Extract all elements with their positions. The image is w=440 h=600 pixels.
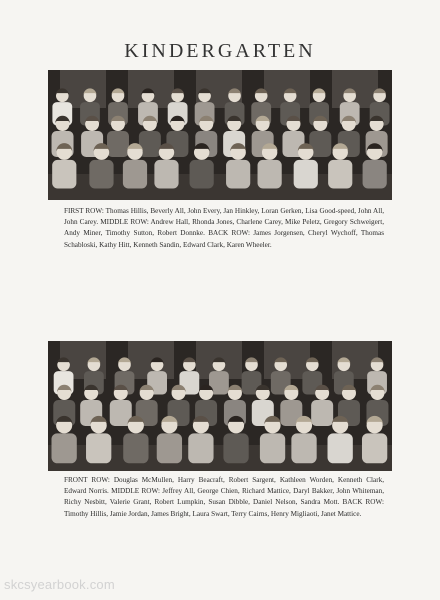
bottom-photo-caption-text: FRONT ROW: Douglas McMullen, Harry Beacraft, Robert Sargent, Kathleen Worden, Kenneth Clark, Edward Norris. MIDDLE ROW: Jeffrey All, George Chien, Richard Mattice, Daryl Bakker, John Whiteman, Richy Nesbitt, Valerie Grant, Robert Lumpkin, Susan Dibble, Daniel Nelson, Sandra Mott. BACK ROW: Timothy Hillis, Jamie Jordan, James Bright, Laura Swart, Terry Cairns, Henry Migliaoti, Janet Mattice.	[64, 476, 384, 518]
page-title: KINDERGARTEN	[124, 40, 316, 62]
top-class-photo	[48, 70, 392, 200]
bottom-class-photo-image	[48, 341, 392, 471]
bottom-class-photo	[48, 341, 392, 471]
top-photo-caption-text: FIRST ROW: Thomas Hillis, Beverly All, John Every, Jan Hinkley, Loran Gerken, Lisa Good-speed, John All, John Carey. MIDDLE ROW: Andrew Hall, Rhonda Jones, Charlene Carey, Mike Peletz, Gregory Schweigert, Andy Miner, Timothy Sutton, Robert Donnke. BACK ROW: James Jorgensen, Cheryl Wychoff, Thomas Schabloski, Kathy Hitt, Kenneth Sandin, Edward Clark, Karen Wheeler.	[64, 207, 384, 249]
top-class-photo-image	[48, 70, 392, 200]
bottom-photo-caption	[64, 475, 384, 520]
site-watermark: skcsyearbook.com	[4, 577, 115, 592]
top-photo-caption	[64, 206, 384, 251]
